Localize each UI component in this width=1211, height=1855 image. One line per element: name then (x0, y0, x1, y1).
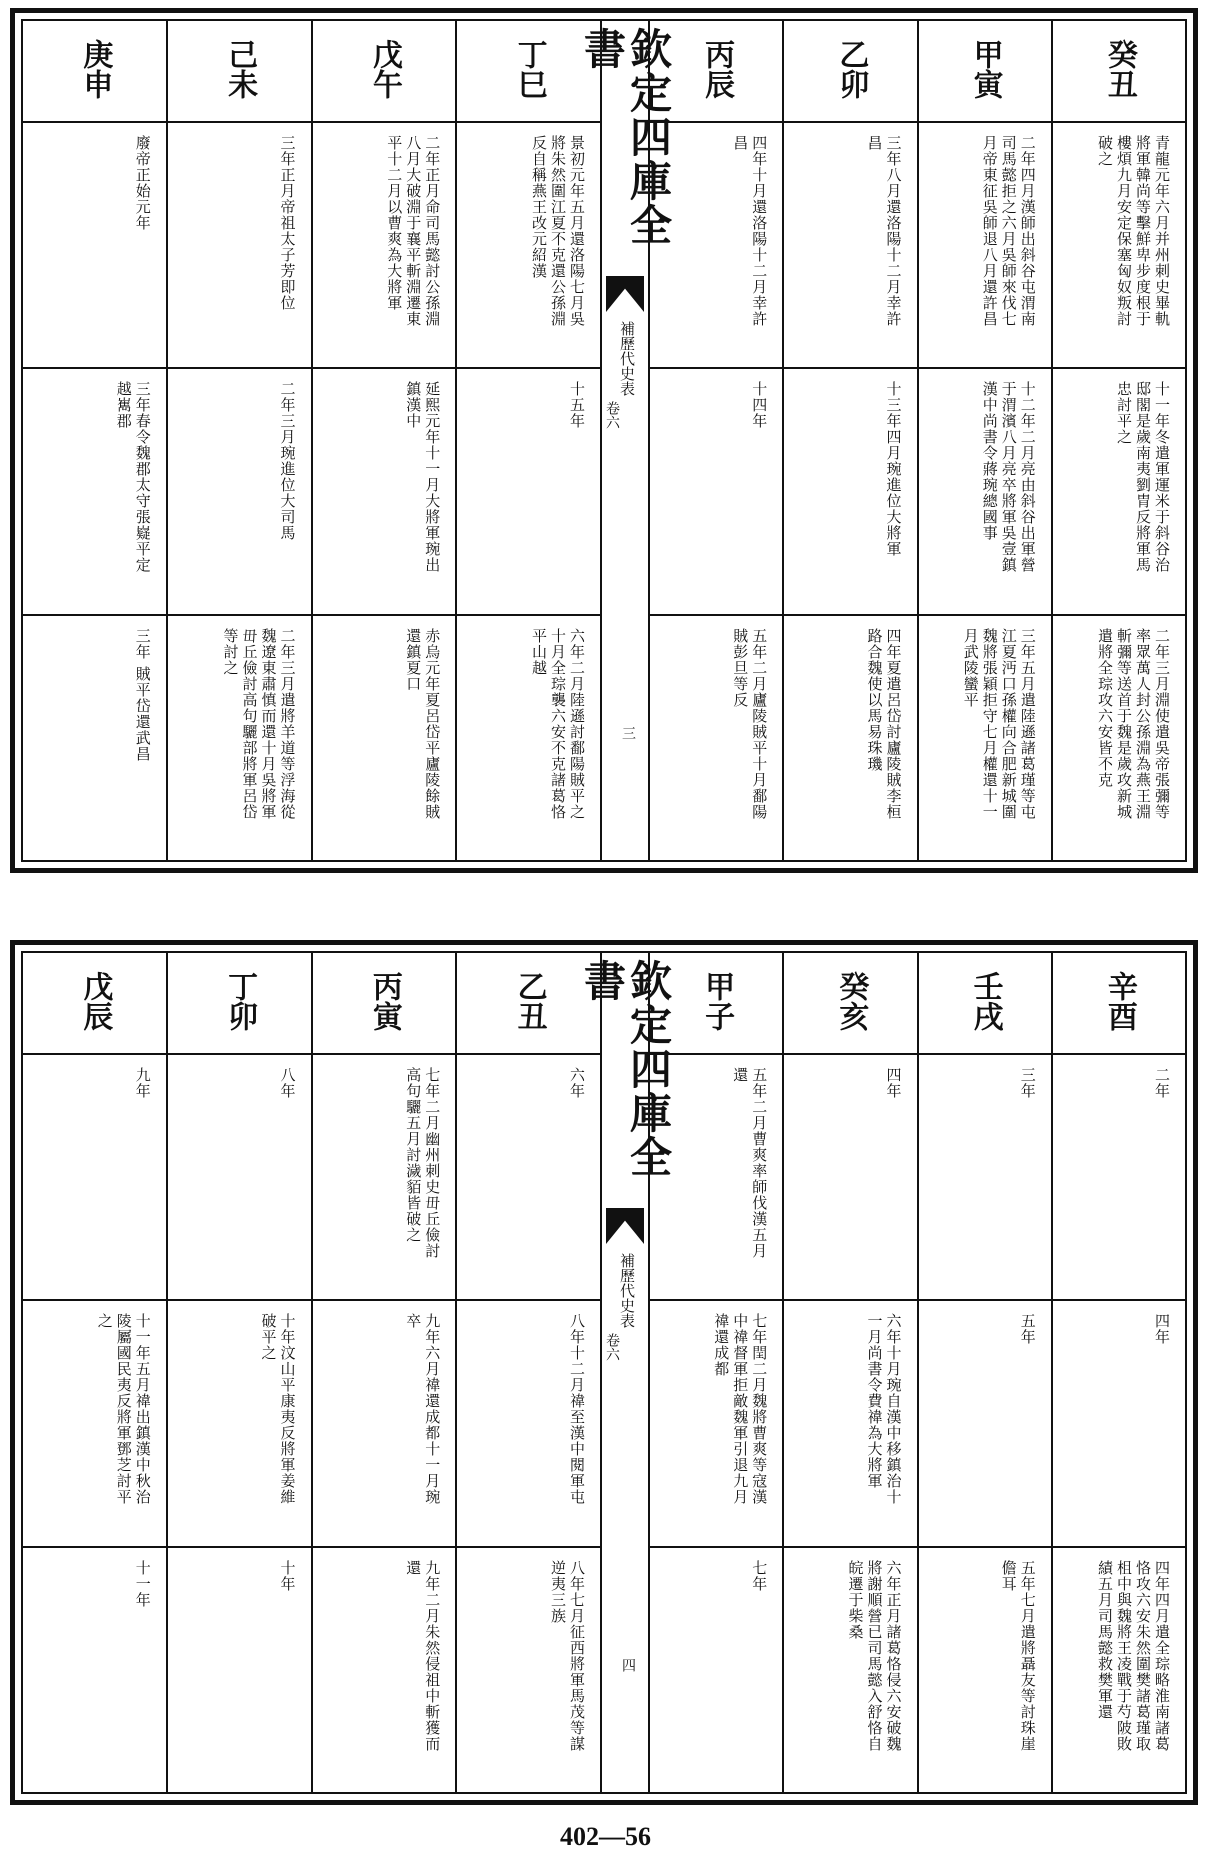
event-text: 十一年五月禕出鎮漢中秋治陵屬國民夷反將軍鄧芝討平之 (95, 1313, 152, 1506)
table-cell (23, 616, 166, 860)
header-cell (784, 21, 916, 123)
table-cell (1053, 1301, 1185, 1547)
event-text: 十一年冬遣軍運米于斜谷治邸閣是歲南夷劉胄反將軍馬忠討平之 (1115, 381, 1171, 574)
event-text: 十三年四月琬進位大將軍 (884, 381, 903, 558)
event-text: 二年三月淵使遣吳帝張彌等率眾萬人封公孫淵為燕王淵斬彌等送首于魏是歲攻新城遣將全琮攻六安皆不克 (1096, 627, 1171, 820)
ganzhi-year-label: 戊午 (366, 39, 402, 99)
table-cell (919, 616, 1051, 860)
event-text: 四年 (1153, 1313, 1171, 1346)
header-cell (313, 21, 456, 123)
event-text: 景初元年五月還洛陽七月吳將朱然圍江夏不克還公孫淵反自稱燕王改元紹漢 (530, 135, 586, 327)
event-text: 四年十月還洛陽十二月幸許昌 (731, 135, 769, 327)
table-cell (457, 1301, 600, 1547)
table-cell (313, 1301, 456, 1547)
table-cell (457, 616, 600, 860)
header-cell (1053, 953, 1185, 1055)
table-cell (650, 1055, 782, 1301)
book-title: 補歷代史表 (618, 1253, 636, 1328)
page-footer-number: 402—56 (560, 1822, 651, 1851)
event-text: 三年八月還洛陽十二月幸許昌 (865, 135, 903, 327)
table-cell (313, 616, 456, 860)
year-column (23, 21, 168, 860)
event-text: 十四年 (750, 381, 769, 430)
event-text: 四年 (884, 1067, 903, 1099)
year-column (919, 953, 1053, 1792)
table-cell (1053, 123, 1185, 369)
table-grid (23, 21, 600, 860)
header-cell (168, 21, 311, 123)
event-text: 四年四月遣全琮略淮南諸葛恪攻六安朱然圍樊諸葛瑾取柤中與魏將王凌戰于芍陂敗績五月司馬懿救樊軍還 (1096, 1559, 1171, 1752)
event-text: 三年 賊平岱還武昌 (133, 627, 152, 762)
table-cell (919, 1548, 1051, 1792)
header-cell (784, 953, 916, 1055)
event-text: 赤烏元年夏呂岱平廬陵餘賊還鎮夏口 (404, 627, 442, 820)
event-text: 六年正月諸葛恪侵六安破魏將謝順營已司馬懿入舒恪自皖遷于柴桑 (846, 1559, 903, 1752)
table-cell (168, 1301, 311, 1547)
event-text: 八年十二月禕至漢中閱軍屯 (568, 1313, 586, 1506)
ganzhi-year-label: 甲子 (699, 971, 735, 1031)
event-text: 延熙元年十一月大將軍琬出鎮漢中 (404, 381, 442, 574)
table-cell (784, 369, 916, 615)
table-cell (1053, 616, 1185, 860)
ganzhi-year-label: 丁卯 (222, 971, 258, 1031)
header-cell (650, 953, 782, 1055)
table-cell (313, 123, 456, 369)
event-text: 九年 (133, 1067, 152, 1099)
table-cell (919, 369, 1051, 615)
ganzhi-year-label: 癸丑 (1101, 39, 1137, 99)
year-column (650, 953, 784, 1792)
table-cell (1053, 1055, 1185, 1301)
page-top (10, 8, 1198, 873)
header-cell (23, 21, 166, 123)
page-bottom (10, 940, 1198, 1805)
ganzhi-year-label: 丁巳 (511, 39, 547, 99)
ganzhi-year-label: 癸亥 (833, 971, 869, 1031)
year-column (919, 21, 1053, 860)
page-number: 三 (620, 726, 636, 740)
year-column (784, 953, 918, 1792)
center-strip (578, 21, 673, 860)
event-text: 六年二月陸遜討鄱陽賊平之十月全琮襲六安不克諸葛恪平山越 (530, 627, 586, 820)
year-column (23, 953, 168, 1792)
right-half (650, 953, 1185, 1792)
table-grid (23, 953, 600, 1792)
event-text: 八年 (278, 1067, 297, 1099)
page-frame (21, 19, 1187, 862)
event-text: 二年四月漢師出斜谷屯渭南司馬懿拒之六月吳師來伐七月帝東征吳師退八月還許昌 (980, 135, 1037, 327)
year-column (1053, 953, 1185, 1792)
table-cell (1053, 369, 1185, 615)
center-strip (578, 953, 673, 1792)
ganzhi-year-label: 戊辰 (77, 971, 113, 1031)
ganzhi-year-label: 壬戌 (967, 971, 1003, 1031)
ganzhi-year-label: 己未 (222, 39, 258, 99)
year-column (168, 953, 313, 1792)
event-text: 三年 (1018, 1067, 1037, 1099)
ganzhi-year-label: 甲寅 (967, 39, 1003, 99)
header-cell (919, 953, 1051, 1055)
table-cell (313, 1548, 456, 1792)
left-half (23, 953, 600, 1792)
table-cell (168, 369, 311, 615)
event-text: 五年二月曹爽率師伐漢五月還 (731, 1067, 769, 1259)
event-text: 三年正月帝祖太子芳即位 (278, 135, 297, 311)
event-text: 青龍元年六月并州刺史畢軌將軍韓尚等擊鮮卑步度根于樓煩九月安定保塞匈奴叛討破之 (1096, 135, 1171, 327)
table-cell (313, 1055, 456, 1301)
event-text: 十年汶山平康夷反將軍姜維破平之 (259, 1313, 297, 1506)
event-text: 八年七月征西將軍馬茂等謀逆夷三族 (549, 1559, 586, 1752)
ganzhi-year-label: 庚申 (77, 39, 113, 99)
header-cell (168, 953, 311, 1055)
center-title: 欽定四庫全書 (578, 27, 673, 247)
table-cell (650, 616, 782, 860)
event-text: 二年三月琬進位大司馬 (278, 381, 297, 542)
event-text: 七年 (750, 1559, 769, 1592)
juan-label: 卷六 (604, 401, 620, 429)
event-text: 四年夏遣呂岱討廬陵賊李桓路合魏使以馬易珠璣 (865, 627, 903, 820)
year-column (313, 21, 458, 860)
ganzhi-year-label: 丙辰 (699, 39, 735, 99)
page-number: 四 (620, 1658, 636, 1672)
event-text: 六年十月琬自漢中移鎮治十一月尚書令費禕為大將軍 (865, 1313, 903, 1506)
table-cell (784, 1548, 916, 1792)
header-cell (1053, 21, 1185, 123)
year-column (650, 21, 784, 860)
table-cell (784, 123, 916, 369)
event-text: 五年 (1018, 1313, 1037, 1346)
center-title: 欽定四庫全書 (578, 959, 673, 1179)
event-text: 三年春令魏郡太守張嶷平定越嶲郡 (114, 381, 152, 574)
event-text: 十一年 (133, 1559, 152, 1608)
table-grid (650, 21, 1185, 860)
year-column (313, 953, 458, 1792)
event-text: 十二年二月亮由斜谷出軍營于渭濱八月亮卒將軍吳壹鎮漢中尚書令蔣琬總國事 (980, 381, 1037, 574)
table-cell (457, 369, 600, 615)
left-half (23, 21, 600, 860)
event-text: 二年三月遣將羊道等浮海從魏遼東肅慎而還十月吳將軍毌丘儉討高句驪部將軍呂岱等討之 (221, 627, 297, 820)
year-column (784, 21, 918, 860)
ganzhi-year-label: 辛酉 (1101, 971, 1137, 1031)
table-cell (23, 369, 166, 615)
event-text: 十年 (278, 1559, 297, 1592)
table-cell (1053, 1548, 1185, 1792)
event-text: 廢帝正始元年 (133, 135, 152, 231)
ganzhi-year-label: 乙丑 (511, 971, 547, 1031)
event-text: 二年正月命司馬懿討公孫淵八月大破淵于襄平斬淵遷東平十二月以曹爽為大將軍 (385, 135, 442, 327)
event-text: 七年閏二月魏將曹爽等寇漢中禕督軍拒敵魏軍引退九月禕還成都 (712, 1313, 769, 1506)
year-column (1053, 21, 1185, 860)
table-cell (784, 616, 916, 860)
table-cell (168, 1055, 311, 1301)
ganzhi-year-label: 乙卯 (833, 39, 869, 99)
header-cell (919, 21, 1051, 123)
table-cell (23, 123, 166, 369)
table-cell (23, 1055, 166, 1301)
table-cell (919, 123, 1051, 369)
year-column (168, 21, 313, 860)
table-cell (650, 123, 782, 369)
table-cell (168, 616, 311, 860)
fish-tail-mark-icon (606, 1208, 644, 1244)
event-text: 九年二月朱然侵祖中斬獲而還 (404, 1559, 442, 1752)
right-half (650, 21, 1185, 860)
page-frame (21, 951, 1187, 1794)
table-cell (23, 1301, 166, 1547)
table-cell (919, 1055, 1051, 1301)
table-cell (784, 1055, 916, 1301)
juan-label: 卷六 (604, 1333, 620, 1361)
header-cell (313, 953, 456, 1055)
table-cell (23, 1548, 166, 1792)
event-text: 九年六月禕還成都十一月琬卒 (404, 1313, 442, 1506)
event-text: 三年五月遣陸遜諸葛瑾等屯江夏沔口孫權向合肥新城圍魏將張穎拒守七月權還十一月武陵蠻平 (961, 627, 1037, 820)
event-text: 五年七月遣將聶友等討珠崖儋耳 (999, 1559, 1037, 1752)
event-text: 五年二月廬陵賊平十月鄱陽賊彭旦等反 (731, 627, 769, 820)
table-cell (168, 123, 311, 369)
ganzhi-year-label: 丙寅 (366, 971, 402, 1031)
header-cell (650, 21, 782, 123)
table-cell (919, 1301, 1051, 1547)
fish-tail-mark-icon (606, 276, 644, 312)
table-cell (650, 1301, 782, 1547)
table-cell (650, 369, 782, 615)
event-text: 十五年 (568, 381, 586, 430)
table-cell (168, 1548, 311, 1792)
table-cell (650, 1548, 782, 1792)
event-text: 六年 (568, 1067, 586, 1099)
table-cell (457, 1548, 600, 1792)
table-grid (650, 953, 1185, 1792)
table-cell (313, 369, 456, 615)
event-text: 七年二月幽州刺史毌丘儉討高句驪五月討濊貊皆破之 (404, 1067, 442, 1259)
book-title: 補歷代史表 (618, 321, 636, 396)
header-cell (23, 953, 166, 1055)
table-cell (784, 1301, 916, 1547)
event-text: 二年 (1153, 1067, 1171, 1099)
